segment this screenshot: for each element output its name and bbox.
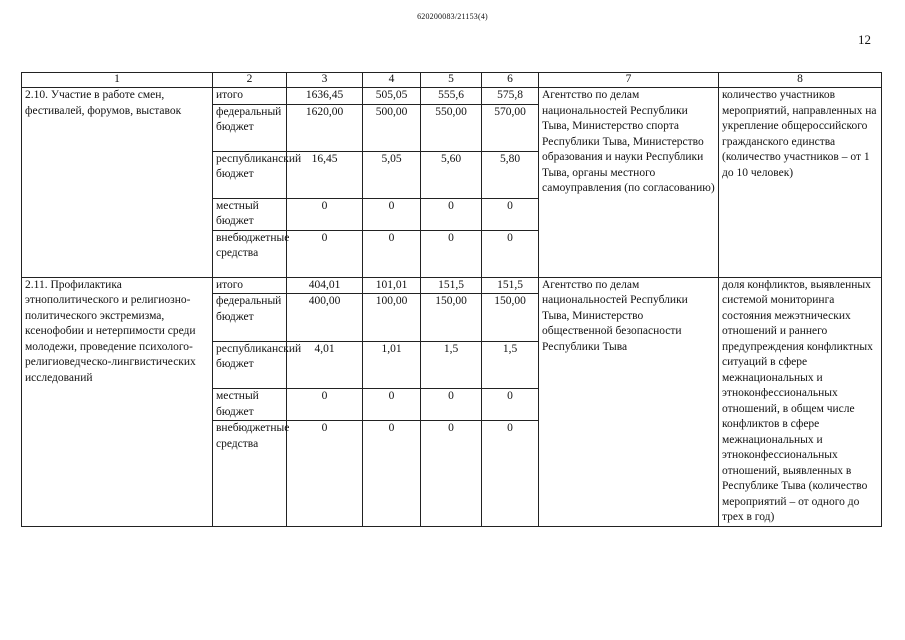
column-number: 4 (363, 73, 421, 88)
amount-year-1: 1,01 (363, 341, 421, 388)
amount-year-3: 575,8 (482, 88, 539, 105)
amount-year-1: 0 (363, 230, 421, 277)
funding-source: итого (213, 88, 287, 105)
table-row (22, 88, 882, 105)
column-number: 1 (22, 73, 213, 88)
amount-year-1: 100,00 (363, 294, 421, 341)
amount-total: 1620,00 (287, 104, 363, 151)
column-number: 7 (539, 73, 719, 88)
amount-total: 400,00 (287, 294, 363, 341)
amount-year-1: 0 (363, 389, 421, 421)
amount-year-1: 5,05 (363, 151, 421, 198)
amount-total: 404,01 (287, 277, 363, 294)
amount-total: 0 (287, 230, 363, 277)
column-number: 8 (719, 73, 882, 88)
column-number: 3 (287, 73, 363, 88)
amount-year-3: 151,5 (482, 277, 539, 294)
page-number: 12 (858, 32, 871, 47)
amount-year-3: 570,00 (482, 104, 539, 151)
amount-year-2: 0 (421, 421, 482, 526)
executors: Агентство по делам национальностей Республики Тыва, Министерство общественной безопасности Республики Тыва (539, 277, 719, 526)
funding-source: итого (213, 277, 287, 294)
amount-year-2: 550,00 (421, 104, 482, 151)
amount-year-1: 0 (363, 198, 421, 230)
amount-year-2: 0 (421, 198, 482, 230)
amount-year-3: 150,00 (482, 294, 539, 341)
funding-source: республиканский бюджет (213, 151, 287, 198)
funding-source: местный бюджет (213, 389, 287, 421)
amount-year-3: 0 (482, 230, 539, 277)
amount-total: 16,45 (287, 151, 363, 198)
funding-source: внебюджетные средства (213, 230, 287, 277)
amount-year-3: 0 (482, 198, 539, 230)
table-row (22, 277, 882, 294)
amount-year-1: 505,05 (363, 88, 421, 105)
amount-year-2: 5,60 (421, 151, 482, 198)
column-number: 6 (482, 73, 539, 88)
column-number: 5 (421, 73, 482, 88)
amount-year-2: 151,5 (421, 277, 482, 294)
funding-source: федеральный бюджет (213, 104, 287, 151)
amount-year-3: 0 (482, 421, 539, 526)
amount-total: 1636,45 (287, 88, 363, 105)
amount-year-1: 101,01 (363, 277, 421, 294)
amount-year-2: 1,5 (421, 341, 482, 388)
indicator: доля конфликтов, выявленных системой мониторинга состояния межэтнических отношений и раннего предупреждения конфликтных ситуаций в сфере межнациональных и этноконфессиональных отношений, в общем числе конфликтов в сфере межнациональных и этноконфессиональных отношений, выявленных в Республике Тыва (количество мероприятий – от одного до трех в год) (719, 277, 882, 526)
amount-year-3: 0 (482, 389, 539, 421)
amount-year-3: 5,80 (482, 151, 539, 198)
measures-table (21, 72, 882, 527)
amount-year-2: 555,6 (421, 88, 482, 105)
measure-title: 2.11. Профилактика этнополитического и религиозно-политического экстремизма, ксенофобии и нетерпимости среди молодежи, проведение психолого-религиоведческо-лингвистических исследований (22, 277, 213, 526)
funding-source: местный бюджет (213, 198, 287, 230)
document-code: 620200083/21153(4) (417, 12, 488, 21)
funding-source: республиканский бюджет (213, 341, 287, 388)
column-numbers-row (22, 73, 882, 88)
amount-total: 4,01 (287, 341, 363, 388)
amount-year-2: 150,00 (421, 294, 482, 341)
amount-year-2: 0 (421, 389, 482, 421)
amount-total: 0 (287, 198, 363, 230)
executors: Агентство по делам национальностей Республики Тыва, Министерство спорта Республики Тыва, Министерство образования и науки Республики Тыва, органы местного самоуправления (по согласованию) (539, 88, 719, 278)
funding-source: федеральный бюджет (213, 294, 287, 341)
amount-total: 0 (287, 421, 363, 526)
indicator: количество участников мероприятий, направленных на укрепление общероссийского гражданского единства (количество участников – от 1 до 10 человек) (719, 88, 882, 278)
amount-year-1: 500,00 (363, 104, 421, 151)
funding-source: внебюджетные средства (213, 421, 287, 526)
column-number: 2 (213, 73, 287, 88)
amount-year-1: 0 (363, 421, 421, 526)
measure-title: 2.10. Участие в работе смен, фестивалей, форумов, выставок (22, 88, 213, 278)
amount-year-3: 1,5 (482, 341, 539, 388)
amount-total: 0 (287, 389, 363, 421)
amount-year-2: 0 (421, 230, 482, 277)
